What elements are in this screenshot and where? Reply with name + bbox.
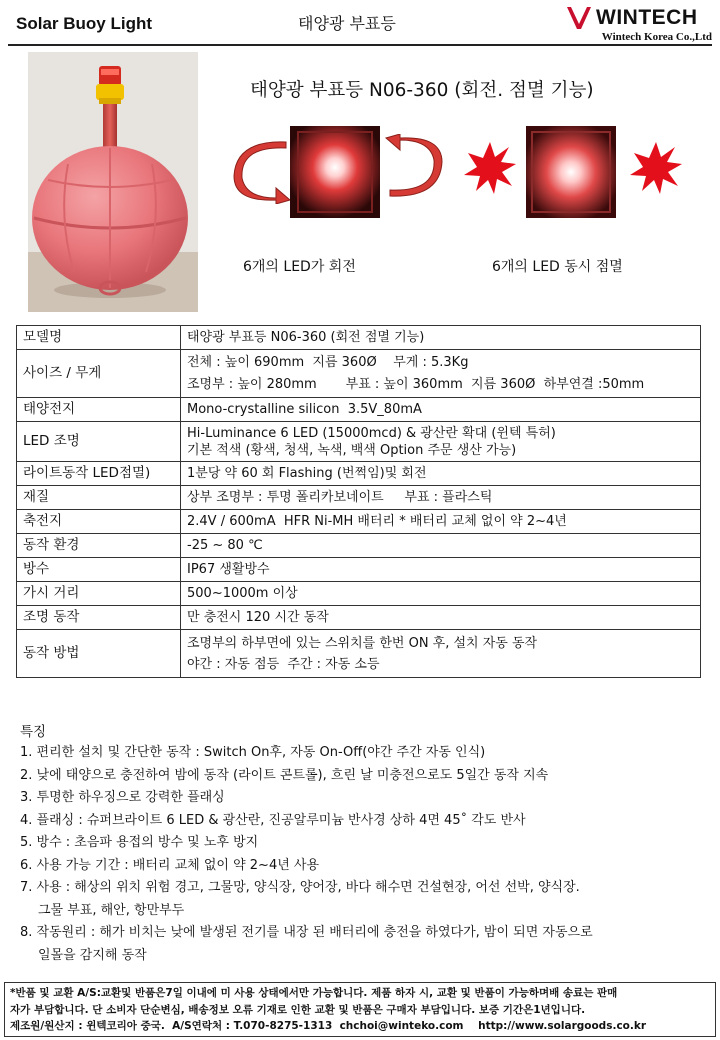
spec-value-line: 태양광 부표등 N06-360 (회전 점멸 기능) (187, 330, 425, 345)
spec-value (181, 422, 701, 462)
spec-label: 축전지 (17, 510, 181, 534)
notice-line: 제조원/원산지 : 윈텍코리아 중국. A/S연락처 : T.070-8275-1313 chchoi@winteko.com http://www.solargoods.co.kr (10, 1020, 647, 1032)
feature-item: 5. 방수 : 초음파 용접의 방수 및 노후 방지 (20, 835, 259, 850)
rotation-caption: 6개의 LED가 회전 (243, 259, 356, 275)
spec-value-line: 500~1000m 이상 (187, 586, 298, 601)
spec-label: 사이즈 / 무게 (17, 350, 181, 398)
spec-value (181, 510, 701, 534)
spec-value (181, 398, 701, 422)
spec-value-line: 만 충전시 120 시간 동작 (187, 610, 329, 625)
rotating-led-photo (290, 126, 380, 218)
document-title: 태양광 부표등 (298, 14, 396, 33)
spec-value (181, 326, 701, 350)
feature-item: 8. 작동원리 : 해가 비치는 낮에 발생된 전기를 내장 된 배터리에 충전을 하였다가, 밤이 되면 자동으로 (20, 925, 593, 940)
spec-value-line: 야간 : 자동 점등 주간 : 자동 소등 (187, 656, 380, 672)
spec-row-size (17, 350, 701, 398)
spec-value-line: 조명부의 하부면에 있는 스위치를 한번 ON 후, 설치 자동 동작 (187, 635, 538, 651)
spec-value-line: 전체 : 높이 690mm 지름 360Ø 무게 : 5.3Kg (187, 355, 469, 370)
flash-burst-right-icon (630, 142, 682, 194)
spec-row-material (17, 486, 701, 510)
company-logo (566, 5, 712, 45)
notice-line: *반품 및 교환 A/S:교환및 반품은7일 이내에 미 사용 상태에서만 가능합니다. 제품 하자 시, 교환 및 반품이 가능하며배 송료는 판매 (10, 987, 618, 999)
spec-row-method (17, 630, 701, 678)
spec-value (181, 486, 701, 510)
rotation-arrow-right-icon (384, 134, 444, 198)
spec-row-led (17, 422, 701, 462)
logo-company-name: Wintech Korea Co.,Ltd (601, 31, 712, 43)
spec-label: 태양전지 (17, 398, 181, 422)
spec-label: LED 조명 (17, 422, 181, 462)
spec-label: 동작 환경 (17, 534, 181, 558)
spec-label: 동작 방법 (17, 630, 181, 678)
spec-value (181, 534, 701, 558)
page-header (0, 0, 720, 48)
feature-item: 2. 낮에 태양으로 충전하여 밤에 동작 (라이트 콘트롤), 흐린 날 미충전으로도 5일간 동작 지속 (20, 767, 549, 783)
spec-value-line: -25 ~ 80 ℃ (187, 538, 263, 553)
spec-row-waterproof (17, 558, 701, 582)
spec-label: 재질 (17, 486, 181, 510)
spec-row-light-action (17, 462, 701, 486)
spec-row-visibility (17, 582, 701, 606)
flash-burst-left-icon (464, 142, 516, 194)
spec-value-line: 조명부 : 높이 280mm 부표 : 높이 360mm 지름 360Ø 하부연결 :50mm (187, 377, 645, 392)
logo-wordmark: WINTECH (596, 6, 698, 29)
spec-table (16, 325, 701, 678)
spec-row-solar (17, 398, 701, 422)
spec-row-model (17, 326, 701, 350)
spec-value (181, 582, 701, 606)
feature-item: 1. 편리한 설치 및 간단한 동작 : Switch On후, 자동 On-Off(야간 주간 자동 인식) (20, 745, 486, 760)
spec-value (181, 350, 701, 398)
spec-value (181, 606, 701, 630)
spec-label: 라이트동작 LED점멸) (17, 462, 181, 486)
features-title: 특징 (20, 724, 47, 740)
spec-value (181, 558, 701, 582)
product-heading: 태양광 부표등 N06-360 (회전. 점멸 기능) (250, 80, 594, 101)
feature-item-continuation: 그물 부표, 해안, 항만부두 (38, 902, 185, 918)
notice-line: 자가 부담합니다. 단 소비자 단순변심, 배송정보 오류 기재로 인한 교환 및 반품은 구매자 부담입니다. 보증 기간은1년입니다. (10, 1003, 586, 1016)
spec-value-line: 2.4V / 600mA HFR Ni-MH 배터리 * 배터리 교체 없이 약 2~4년 (187, 514, 567, 529)
feature-item: 6. 사용 가능 기간 : 배터리 교체 없이 약 2~4년 사용 (20, 857, 320, 873)
spec-row-environment (17, 534, 701, 558)
led-demo-panel (232, 118, 682, 228)
feature-item: 3. 투명한 하우징으로 강력한 플래싱 (20, 790, 225, 805)
feature-item: 7. 사용 : 해상의 위치 위험 경고, 그물망, 양식장, 양어장, 바다 해수면 건설현장, 어선 선박, 양식장. (20, 880, 580, 895)
rotation-arrow-left-icon (232, 140, 292, 204)
feature-item-continuation: 일몰을 감지해 동작 (38, 947, 147, 963)
wintech-logo-icon (566, 5, 592, 31)
header-divider (8, 44, 712, 46)
spec-label: 모델명 (17, 326, 181, 350)
buoy-product-photo (28, 52, 198, 312)
spec-label: 조명 동작 (17, 606, 181, 630)
spec-value-line: 상부 조명부 : 투명 폴리카보네이트 부표 : 플라스틱 (187, 490, 493, 505)
spec-row-battery (17, 510, 701, 534)
spec-value (181, 630, 701, 678)
spec-row-operation (17, 606, 701, 630)
feature-item: 4. 플래싱 : 슈퍼브라이트 6 LED & 광산란, 진공알루미늄 반사경 상하 4면 45˚ 각도 반사 (20, 812, 526, 828)
return-policy-notice (4, 982, 716, 1037)
spec-value-line: IP67 생활방수 (187, 562, 270, 577)
spec-value (181, 462, 701, 486)
spec-label: 방수 (17, 558, 181, 582)
spec-value-line: 1분당 약 60 회 Flashing (번쩍임)및 회전 (187, 466, 427, 481)
spec-value-line: Mono-crystalline silicon 3.5V_80mA (187, 402, 422, 417)
flashing-led-photo (526, 126, 616, 218)
spec-label: 가시 거리 (17, 582, 181, 606)
spec-value-line: Hi-Luminance 6 LED (15000mcd) & 광산란 확대 (윈텍 특허) (187, 425, 556, 441)
flash-caption: 6개의 LED 동시 점멸 (492, 259, 623, 275)
brand-title-english: Solar Buoy Light (16, 14, 152, 33)
spec-value-line: 기본 적색 (황색, 청색, 녹색, 백색 Option 주문 생산 가능) (187, 442, 517, 458)
features-section (20, 722, 710, 967)
